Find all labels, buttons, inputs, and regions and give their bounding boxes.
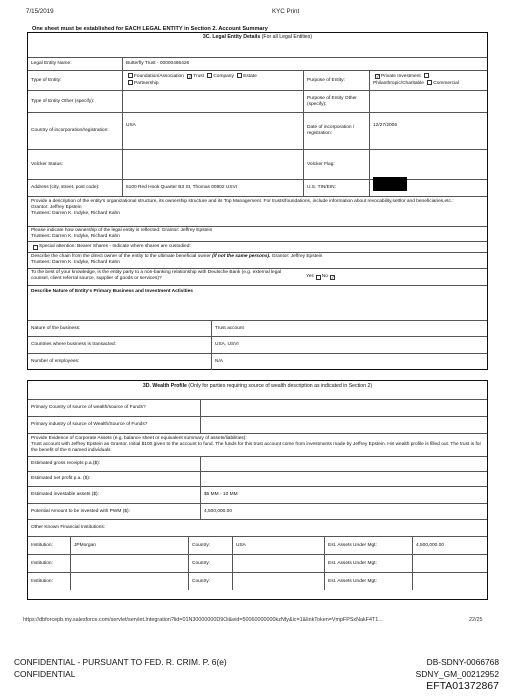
gross-receipts-row xyxy=(28,456,487,471)
institution-aum-label: Est. Assets Under Mgt: xyxy=(324,555,412,572)
type-other-value[interactable] xyxy=(122,91,303,112)
primary-country-value[interactable] xyxy=(200,400,487,416)
nature-heading-row xyxy=(28,285,487,320)
institution-country: USA xyxy=(232,537,324,554)
country-row xyxy=(28,112,487,149)
countries-row xyxy=(28,336,487,353)
primary-industry-label: Primary industry of source of Wealth/Source of Funds? xyxy=(31,422,148,427)
relation-answer xyxy=(303,269,487,285)
structure-row xyxy=(28,196,487,226)
potential-row xyxy=(28,503,487,519)
volcker-status-label: Volcker Status: xyxy=(31,161,63,167)
primary-country-label: Primary Country of source of wealth/source of Funds? xyxy=(31,405,146,410)
legal-entity-name-row xyxy=(28,57,487,70)
commercial-checkbox[interactable] xyxy=(427,80,432,85)
primary-country-row xyxy=(28,399,487,416)
volcker-flag-label: Volcker Flag: xyxy=(303,150,369,179)
volcker-status-value[interactable] xyxy=(122,150,303,179)
structure-prompt: Provide a description of the entity's organizational structure, its ownership structure and its Top Management. For trusts/foundations, include information about revocability,settlor and beneficiaries,etc.: xyxy=(31,199,454,204)
yes-label: Yes xyxy=(306,274,314,279)
address-value: 6100 Red Hook Quarter B3 St, Thomas 00802 USVI xyxy=(122,180,303,196)
bearer-shares-label: Special attention: Bearer Shares - Indicate where shares are custodied: xyxy=(39,244,191,249)
legal-entity-details-section xyxy=(27,32,488,370)
purpose-other-value[interactable] xyxy=(369,91,487,112)
type-of-entity-options: Foundation/Association ✓Trust Company Estate Partnership xyxy=(122,71,303,90)
investable-label: Estimated investable assets ($): xyxy=(31,492,99,497)
print-date: 7/15/2019 xyxy=(26,8,54,15)
institution-row xyxy=(28,536,487,554)
primary-industry-row xyxy=(28,416,487,433)
institution-country-label: Country: xyxy=(188,555,232,572)
wealth-title: 3D. Wealth Profile (Only for parties requiring source of wealth description as indicated in Section 2) xyxy=(142,383,373,389)
nature-row xyxy=(28,320,487,336)
investable-row xyxy=(28,486,487,503)
net-profit-value[interactable] xyxy=(200,472,487,486)
purpose-label: Purpose of Entity: xyxy=(303,71,369,90)
purpose-options: ✓Private Investment Philanthropic/Charitable Commercial xyxy=(369,71,487,90)
nature-heading: Describe Nature of Entity's Primary Business and Investment Activities xyxy=(31,289,193,294)
institution-row xyxy=(28,572,487,590)
private-investment-checkbox[interactable]: ✓ xyxy=(376,74,380,79)
primary-industry-value[interactable] xyxy=(200,417,487,433)
company-checkbox[interactable] xyxy=(207,73,212,78)
employees-row xyxy=(28,353,487,370)
legal-entity-name-label: Legal Entity Name: xyxy=(31,61,72,66)
estate-checkbox[interactable] xyxy=(237,73,242,78)
structure-grantor: Grantor: Jeffrey Epstein xyxy=(31,205,82,210)
no-label: No xyxy=(321,274,328,279)
type-other-row xyxy=(28,90,487,112)
institution-country xyxy=(232,555,324,572)
type-of-entity-row xyxy=(28,70,487,90)
nature-value: Trust account xyxy=(211,321,487,336)
type-other-label: Type of Entity Other (specify): xyxy=(31,98,95,104)
chain-trustees: Trustees: Darren K. Indyke, Richard Kahn xyxy=(31,260,120,265)
footer-url[interactable]: https://dbforcepb.my.salesforce.com/servlet/servlet.Integration?lid=01N30000000D9Oi&eid=50060000000kzNfy&ic=1&linkToken=VmpFPSxNakF4T1... xyxy=(23,617,383,623)
potential-value: 4,500,000.00 xyxy=(200,504,487,519)
foundation-checkbox[interactable] xyxy=(128,73,133,78)
countries-value: USA, USVI xyxy=(211,337,487,353)
yes-checkbox[interactable] xyxy=(316,275,321,280)
bearer-row xyxy=(28,241,487,252)
redaction-box xyxy=(373,177,407,191)
structure-trustees: Trustees: Darren K. Indyke, Richard Kahn xyxy=(31,211,120,216)
institution-row xyxy=(28,554,487,572)
chain-prompt: Describe the chain from the direct owner of the entity to the ultimate beneficial owner xyxy=(31,254,211,259)
institution-label: Institution: xyxy=(31,542,53,548)
evidence-prompt: Provide Evidence of Corporate Assets (e.g. balance sheet or equivalent summary of assets/liabilities): xyxy=(31,436,247,441)
bates-number-db: DB-SDNY-0066768 xyxy=(426,657,499,667)
evidence-cell xyxy=(28,434,487,456)
structure-cell xyxy=(28,197,487,226)
volcker-flag-value[interactable] xyxy=(369,150,487,179)
institution-aum-label: Est. Assets Under Mgt: xyxy=(324,537,412,554)
institution-name: JPMorgan xyxy=(70,537,188,554)
address-label: Address (city, street, post code): xyxy=(31,185,100,190)
confidential-notice: CONFIDENTIAL - PURSUANT TO FED. R. CRIM. P. 6(e) xyxy=(14,657,227,667)
bates-number-efta: EFTA01372867 xyxy=(426,680,499,692)
country-value: USA xyxy=(122,113,303,149)
institution-country-label: Country: xyxy=(188,573,232,590)
country-label: Country of incorporation/registration: xyxy=(31,128,109,133)
ownership-cell xyxy=(28,227,487,241)
chain-row xyxy=(28,252,487,268)
institution-aum xyxy=(412,573,487,590)
employees-label: Number of employees: xyxy=(31,359,80,364)
gross-receipts-label: Estimated gross receipts p.a.($): xyxy=(31,461,101,466)
ownership-row xyxy=(28,226,487,241)
relation-prompt: To the best of your knowledge, is the entity party to a non-banking relationship with Deutsche Bank (e.g. external legal counsel, client referral source, supplier of goods or services)? xyxy=(31,270,282,281)
potential-label: Potential Amount to be invested with PWM ($): xyxy=(31,508,130,514)
purpose-other-label: Purpose of Entity Other (specify): xyxy=(303,91,369,112)
ownership-prompt: Please indicate how ownership of the legal entity is reflected: xyxy=(31,228,161,233)
institution-country-label: Country: xyxy=(188,537,232,554)
institution-label: Institution: xyxy=(31,560,53,566)
institution-country xyxy=(232,573,324,590)
date-value: 12/27/2006 xyxy=(369,113,487,149)
net-profit-row xyxy=(28,471,487,486)
chain-emphasis: (if not the same persons). xyxy=(212,254,271,259)
bearer-cell xyxy=(28,242,487,252)
no-checkbox[interactable]: ✓ xyxy=(330,274,335,280)
net-profit-label: Estimated net profit p.a. ($): xyxy=(31,476,91,481)
date-label: Date of incorporation / registration: xyxy=(303,113,369,149)
gross-receipts-value[interactable] xyxy=(200,457,487,471)
other-fi-label: Other Known Financial Institutions: xyxy=(31,525,106,530)
nature-label: Nature of the business: xyxy=(31,325,81,331)
relation-row xyxy=(28,268,487,285)
institution-aum-label: Est. Assets Under Mgt: xyxy=(324,573,412,590)
institution-label: Institution: xyxy=(31,578,53,584)
other-fi-row xyxy=(28,519,487,536)
type-of-entity-label: Type of Entity: xyxy=(31,77,62,83)
employees-value: N/A xyxy=(211,354,487,370)
tin-label: U.S. TIN/EIN: xyxy=(303,180,369,196)
trust-checkbox[interactable]: ✓ xyxy=(188,74,192,79)
philanthropic-checkbox-top[interactable] xyxy=(424,73,429,78)
volcker-row xyxy=(28,149,487,179)
wealth-title-row xyxy=(28,381,487,391)
institution-name xyxy=(70,555,188,572)
countries-label: Countries where business is transacted: xyxy=(31,342,117,347)
confidential-label: CONFIDENTIAL xyxy=(14,669,76,679)
institution-aum: 4,500,000.00 xyxy=(412,537,487,554)
partnership-checkbox[interactable] xyxy=(128,80,133,85)
institution-aum xyxy=(412,555,487,572)
section-title-row xyxy=(28,33,487,41)
ownership-value: Grantor: Jeffrey Epstein xyxy=(161,228,213,233)
chain-value: Grantor: Jeffrey Epstein xyxy=(271,254,323,259)
bearer-shares-checkbox[interactable] xyxy=(33,245,38,250)
print-title: KYC Print xyxy=(272,8,300,15)
section-title: 3C. Legal Entity Details (For all Legal Entities) xyxy=(202,34,313,40)
chain-cell xyxy=(28,253,487,268)
investable-value: $5 MM - 10 MM xyxy=(200,487,487,503)
evidence-text: Trust account with Jeffrey Epstein as Grantor. Initial $100 given to the account to fund. The funds for this trust account come from investments made by Jeffrey Epstein. His wealth profile is filled out. The trust is for the benefit of the 6 named individuals xyxy=(31,442,482,453)
institution-name xyxy=(70,573,188,590)
evidence-row xyxy=(28,433,487,456)
wealth-profile-section xyxy=(27,380,488,600)
sheet-note: One sheet must be established for EACH LEGAL ENTITY in Section 2. Account Summary xyxy=(32,26,268,32)
ownership-trustees: Trustees: Darren K. Indyke, Richard Kahn xyxy=(31,234,120,239)
legal-entity-name-value: Butterfly Trust - 00000486426 xyxy=(122,58,487,70)
footer-page-number: 22/25 xyxy=(469,617,483,623)
bates-number-sdny: SDNY_GM_00212952 xyxy=(415,669,499,679)
address-row xyxy=(28,179,487,196)
